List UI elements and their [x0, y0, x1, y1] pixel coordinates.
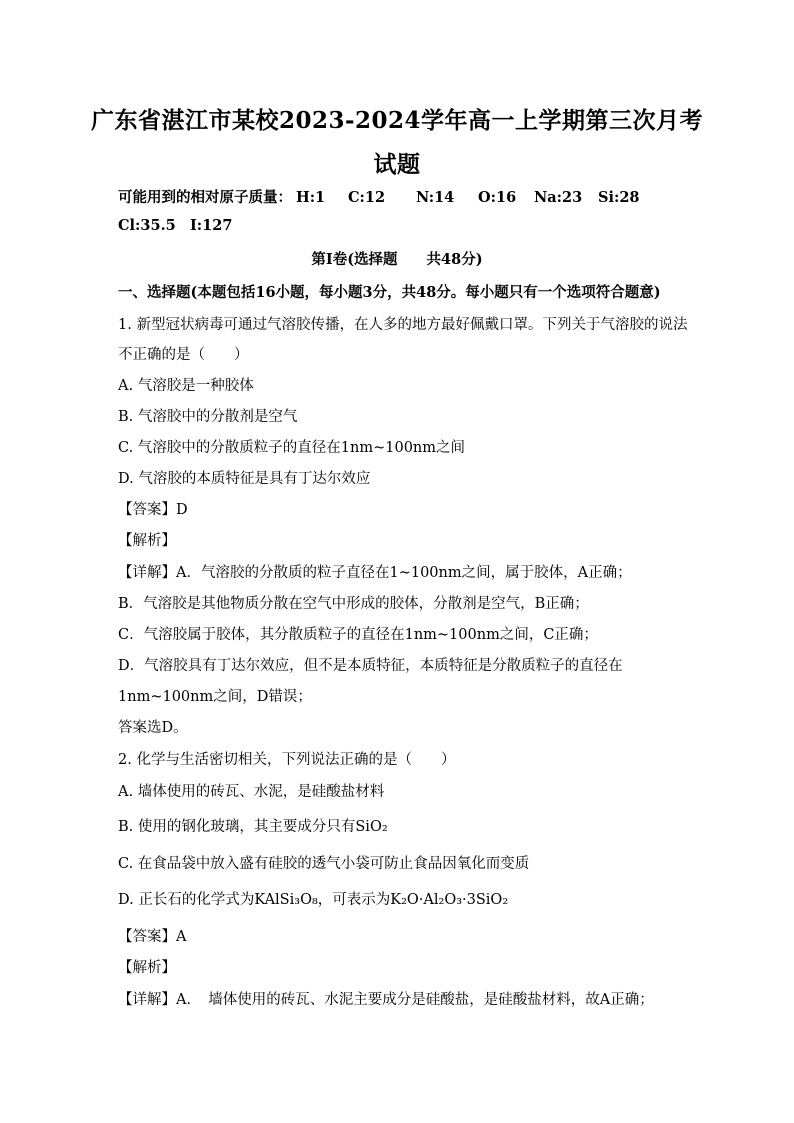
q2-analysis: 【解析】: [118, 960, 176, 976]
q2-option-d: [118, 888, 508, 909]
q1-detail-line3: C．气溶胶属于胶体，其分散质粒子的直径在1nm~100nm之间，C正确；: [118, 627, 598, 643]
q1-option-c: C. 气溶胶中的分散质粒子的直径在1nm~100nm之间: [118, 440, 466, 456]
q1-detail-line4: D．气溶胶具有丁达尔效应，但不是本质特征，本质特征是分散质粒子的直径在: [118, 658, 623, 674]
q2-option-b-text: B. 使用的钢化玻璃，其主要成分只有: [118, 819, 356, 835]
q2-option-d-formula2: K₂O·Al₂O₃·3SiO₂: [390, 892, 509, 908]
q2-option-c: C. 在食品袋中放入盛有硅胶的透气小袋可防止食品因氧化而变质: [118, 856, 530, 872]
atomic-mass-si: Si:28: [598, 189, 640, 206]
q2-answer: 【答案】A: [118, 929, 187, 945]
q2-option-b: [118, 815, 388, 836]
atomic-mass-c: C:12: [348, 189, 386, 206]
page-title-line1: 广东省湛江市某校2023-2024学年高一上学期第三次月考: [90, 107, 704, 134]
q2-stem: 2. 化学与生活密切相关，下列说法正确的是（ ）: [118, 752, 456, 768]
atomic-mass-row2: [118, 217, 232, 234]
q1-option-d: D. 气溶胶的本质特征是具有丁达尔效应: [118, 471, 371, 487]
atomic-mass-row1: [118, 186, 640, 207]
atomic-mass-label: 可能用到的相对原子质量：: [118, 189, 292, 206]
part-heading: 一、选择题(本题包括16小题，每小题3分，共48分。每小题只有一个选项符合题意): [118, 284, 661, 301]
q2-option-d-formula1: KAlSi₃O₈: [254, 892, 318, 908]
page-title-line2: 试题: [373, 151, 421, 178]
q1-detail-line6: 答案选D。: [118, 720, 188, 736]
atomic-mass-o: O:16: [478, 189, 517, 206]
q2-detail-line1: 【详解】A． 墙体使用的砖瓦、水泥主要成分是硅酸盐，是硅酸盐材料，故A正确；: [118, 992, 654, 1008]
q1-analysis: 【解析】: [118, 533, 176, 549]
atomic-mass-n: N:14: [416, 189, 455, 206]
q1-option-a: A. 气溶胶是一种胶体: [118, 378, 254, 394]
section-heading: 第Ⅰ卷(选择题 共48分): [311, 251, 483, 268]
q1-stem-line2: 不正确的是（ ）: [118, 347, 249, 363]
q1-detail-line1: 【详解】A．气溶胶的分散质的粒子直径在1~100nm之间，属于胶体，A正确；: [118, 565, 632, 581]
q2-option-d-text2: ，可表示为: [317, 892, 391, 908]
q2-option-a: A. 墙体使用的砖瓦、水泥，是硅酸盐材料: [118, 784, 385, 800]
atomic-mass-cl: Cl:35.5: [118, 217, 176, 234]
q2-option-b-formula: SiO₂: [355, 819, 388, 835]
q1-detail-line2: B．气溶胶是其他物质分散在空气中形成的胶体，分散剂是空气，B正确；: [118, 596, 589, 612]
q1-detail-line5: 1nm~100nm之间，D错误；: [118, 689, 312, 705]
q1-option-b: B. 气溶胶中的分散剂是空气: [118, 409, 298, 425]
q2-option-d-text1: D. 正长石的化学式为: [118, 892, 255, 908]
q1-answer: 【答案】D: [118, 502, 188, 518]
atomic-mass-na: Na:23: [534, 189, 583, 206]
atomic-mass-h: H:1: [296, 189, 326, 206]
q1-stem-line1: 1. 新型冠状病毒可通过气溶胶传播，在人多的地方最好佩戴口罩。下列关于气溶胶的说法: [118, 317, 688, 333]
atomic-mass-i: I:127: [190, 217, 233, 234]
